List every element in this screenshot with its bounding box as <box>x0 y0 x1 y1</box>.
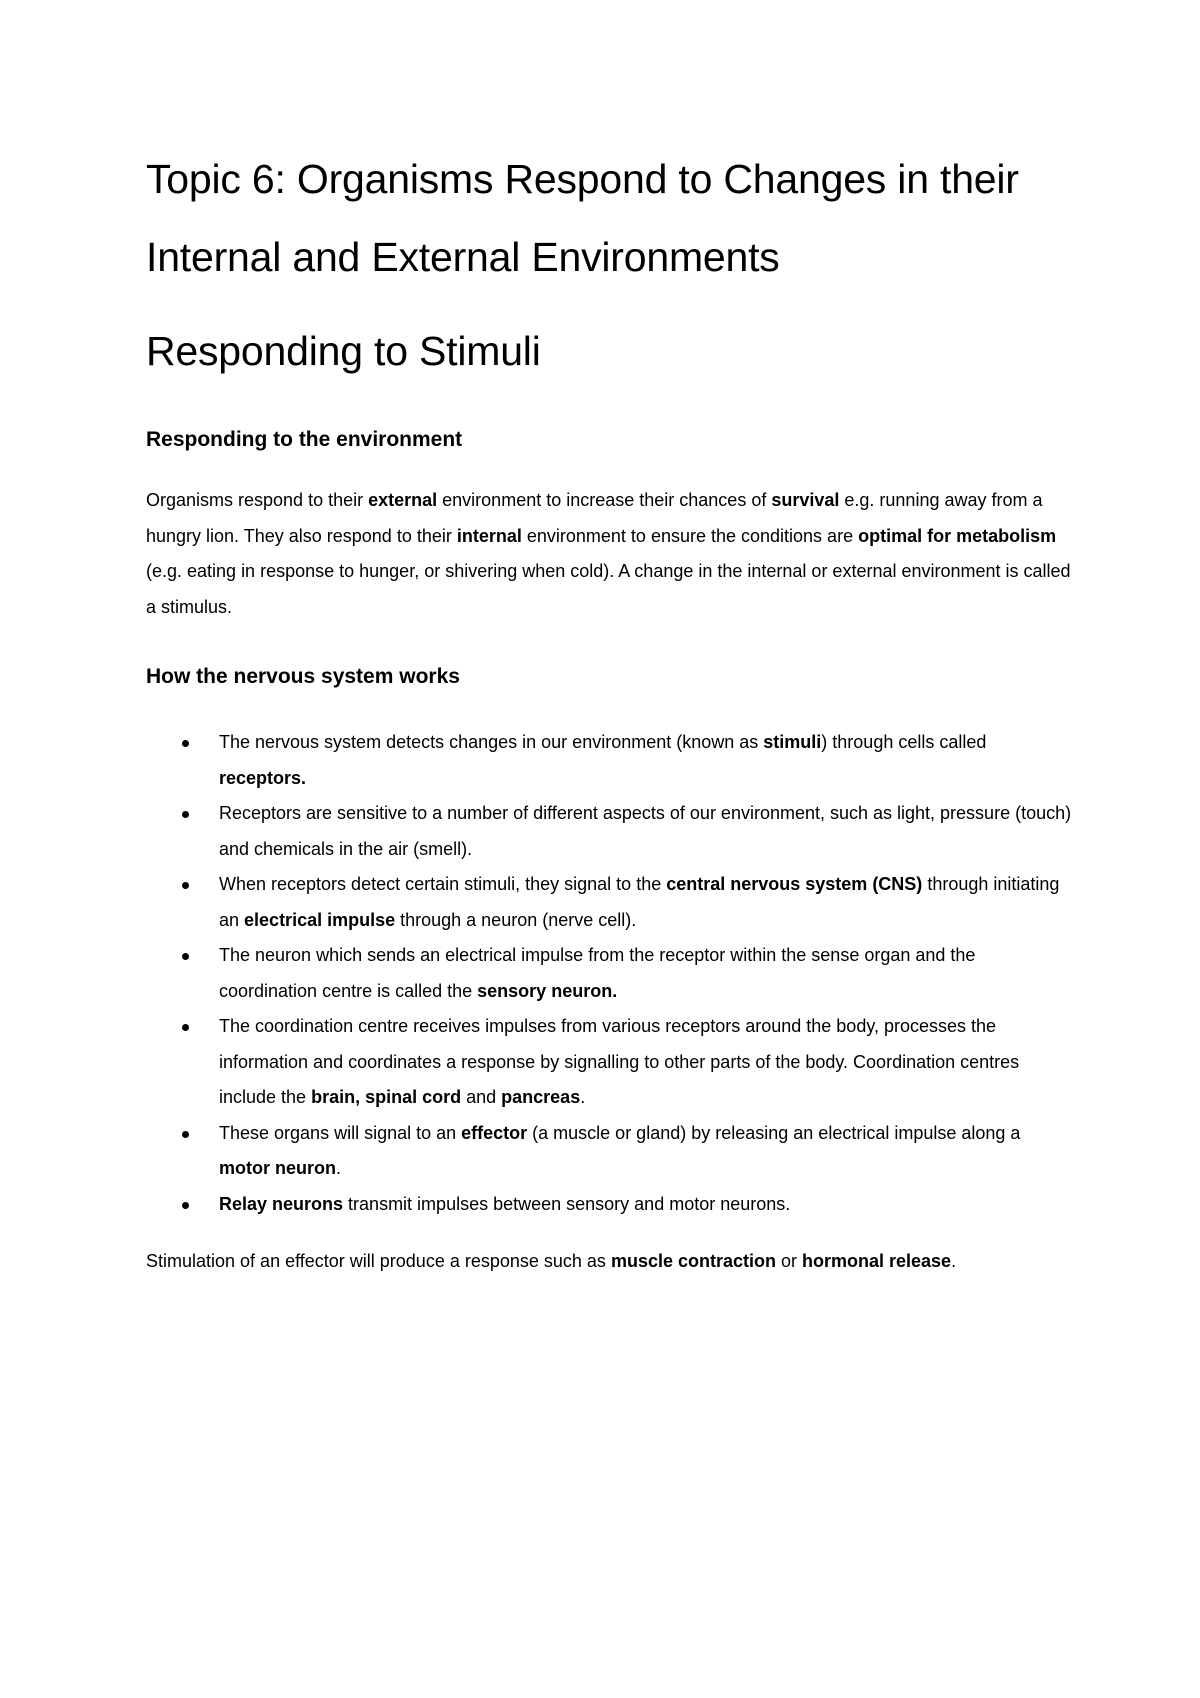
bullet-2-run-3: electrical impulse <box>244 909 396 930</box>
bullet-item <box>146 796 1076 867</box>
bullet-6-run-1: transmit impulses between sensory and motor neurons. <box>343 1193 791 1214</box>
section-title: Responding to Stimuli <box>146 328 541 374</box>
paragraph-responding-environment-run-1: external <box>368 490 438 510</box>
bullet-2-run-0: When receptors detect certain stimuli, they signal to the <box>219 874 667 894</box>
bullet-item <box>146 938 1076 1009</box>
bullet-dot-icon <box>182 1024 189 1031</box>
bullet-dot-icon <box>182 882 189 889</box>
paragraph-responding-environment-run-2: environment to increase their chances of <box>437 490 772 510</box>
bullet-6-run-0: Relay neurons <box>219 1193 344 1214</box>
paragraph-closing-run-1: muscle contraction <box>610 1251 776 1271</box>
paragraph-closing-run-3: hormonal release <box>802 1251 952 1271</box>
paragraph-responding-environment-run-0: Organisms respond to their <box>146 490 369 510</box>
bullet-4-run-4: . <box>580 1087 586 1107</box>
paragraph-closing-run-4: . <box>951 1251 957 1271</box>
bullet-4-run-2: and <box>461 1087 502 1107</box>
bullet-item <box>146 1187 1076 1223</box>
paragraph-responding-environment <box>146 483 1076 625</box>
bullet-0-run-3: receptors. <box>219 767 307 788</box>
bullet-item <box>146 725 1076 796</box>
bullet-4-run-1: brain, spinal cord <box>311 1087 462 1107</box>
paragraph-responding-environment-run-8: (e.g. eating in response to hunger, or shivering when cold). A change in the internal or external environment is called a stimulus. <box>146 561 1071 617</box>
bullet-5-run-1: effector <box>461 1122 528 1143</box>
nervous-system-bullet-list <box>146 725 1076 1222</box>
paragraph-responding-environment-run-3: survival <box>771 490 840 510</box>
bullet-0-run-1: stimuli <box>763 732 822 752</box>
bullet-5-run-4: . <box>336 1158 342 1178</box>
bullet-dot-icon <box>182 1202 189 1209</box>
bullet-dot-icon <box>182 740 189 747</box>
paragraph-responding-environment-run-4: e.g. running away from a hungry lion. They also respond to their <box>146 490 1043 546</box>
bullet-2-run-1: central nervous system (CNS) <box>666 874 923 894</box>
bullet-dot-icon <box>182 1131 189 1138</box>
bullet-0-run-2: ) through cells called <box>821 732 987 752</box>
bullet-4-run-3: pancreas <box>501 1087 581 1107</box>
paragraph-responding-environment-run-6: environment to ensure the conditions are <box>521 525 859 546</box>
bullet-5-run-3: motor neuron <box>219 1158 336 1178</box>
bullet-item <box>146 1009 1076 1116</box>
bullet-3-run-1: sensory neuron. <box>477 980 618 1001</box>
subheading-nervous-system: How the nervous system works <box>146 665 460 688</box>
paragraph-closing-run-0: Stimulation of an effector will produce a response such as <box>146 1251 611 1271</box>
bullet-5-run-2: (a muscle or gland) by releasing an electrical impulse along a <box>527 1122 1021 1143</box>
paragraph-responding-environment-run-5: internal <box>456 525 522 546</box>
paragraph-responding-environment-run-7: optimal for metabolism <box>858 525 1057 546</box>
bullet-3-run-0: The neuron which sends an electrical impulse from the receptor within the sense organ and the coordination centre is called the <box>219 945 976 1001</box>
document-title: Topic 6: Organisms Respond to Changes in their Internal and External Environments <box>146 156 1019 280</box>
paragraph-closing <box>146 1244 1076 1280</box>
bullet-item <box>146 867 1076 938</box>
paragraph-closing-run-2: or <box>775 1251 802 1271</box>
bullet-dot-icon <box>182 953 189 960</box>
bullet-4-run-0: The coordination centre receives impulses from various receptors around the body, processes the information and coordinates a response by signalling to other parts of the body. Coordination centres include the <box>219 1016 1020 1107</box>
bullet-dot-icon <box>182 811 189 818</box>
bullet-5-run-0: These organs will signal to an <box>219 1122 462 1143</box>
subheading-responding-environment: Responding to the environment <box>146 428 463 451</box>
bullet-0-run-0: The nervous system detects changes in our environment (known as <box>219 732 764 752</box>
bullet-2-run-4: through a neuron (nerve cell). <box>395 909 637 930</box>
document-page <box>146 140 1076 1280</box>
bullet-1-run-0: Receptors are sensitive to a number of different aspects of our environment, such as light, pressure (touch) and chemicals in the air (smell). <box>219 803 1072 859</box>
bullet-item <box>146 1116 1076 1187</box>
bullet-2-run-2: through initiating an <box>219 874 1060 930</box>
